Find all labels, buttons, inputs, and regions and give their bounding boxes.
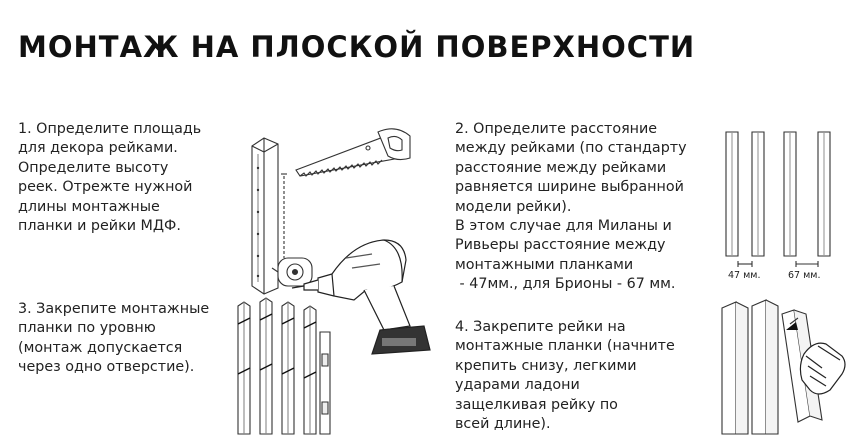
step-4-text (455, 318, 675, 434)
step-4-line: 4. Закрепите рейки на (455, 319, 626, 335)
step-2-line: 2. Определите расстояние (455, 121, 658, 137)
installed-slat (722, 302, 748, 434)
step-2-line: между рейками (по стандарту (455, 140, 687, 157)
step-3-line: (монтаж допускается (18, 339, 183, 356)
step-4-line: монтажные планки (начните (455, 338, 675, 355)
step-3-line: 3. Закрепите монтажные (18, 301, 210, 317)
step-1-line: длины монтажные (18, 198, 160, 215)
step-2-line: - 47мм., для Брионы - 67 мм. (455, 276, 676, 293)
step-2-line: расстояние между рейками (455, 159, 667, 176)
step-3-line: через одно отверстие). (18, 359, 195, 376)
step-2-line: В этом случае для Миланы и (455, 218, 672, 235)
mounting-planks-spacing-icon (718, 126, 838, 286)
spirit-level-icon (320, 332, 330, 434)
spacing-plank (726, 132, 738, 256)
step-1-line: 1. Определите площадь (18, 121, 202, 137)
step-2-line: монтажными планками (455, 256, 634, 273)
step-4-line: защелкивая рейку по (455, 396, 618, 413)
step-2-line: Ривьеры расстояние между (455, 237, 666, 254)
step-1-line: планки и рейки МДФ. (18, 218, 181, 235)
step-2-line: равняется ширине выбранной (455, 179, 684, 196)
spacing-plank (752, 132, 764, 256)
page-title: МОНТАЖ НА ПЛОСКОЙ ПОВЕРХНОСТИ (18, 30, 696, 64)
spacing-plank (818, 132, 830, 256)
step-2-text (455, 120, 687, 295)
installed-slat (752, 300, 778, 434)
step-1-line: реек. Отрежте нужной (18, 179, 193, 196)
saw-icon (296, 129, 410, 176)
step-3-text (18, 300, 209, 378)
hand-icon (800, 343, 845, 394)
step-4-line: всей длине). (455, 416, 551, 433)
step-4-line: крепить снизу, легкими (455, 357, 637, 374)
mounting-planks (238, 298, 316, 434)
step-2-line: модели рейки). (455, 198, 572, 215)
step-3-line: планки по уровню (18, 320, 156, 337)
gap-label-47: 47 мм. (728, 270, 761, 281)
step-1-line: для декора рейками. (18, 140, 178, 157)
step-4-line: ударами ладони (455, 377, 580, 394)
hand-snapping-slat-icon (718, 294, 850, 434)
spacing-plank (784, 132, 796, 256)
step-1-text (18, 120, 201, 236)
step-1-line: Определите высоту (18, 159, 169, 176)
drill-and-level-icon (234, 234, 434, 434)
gap-label-67: 67 мм. (788, 270, 821, 281)
